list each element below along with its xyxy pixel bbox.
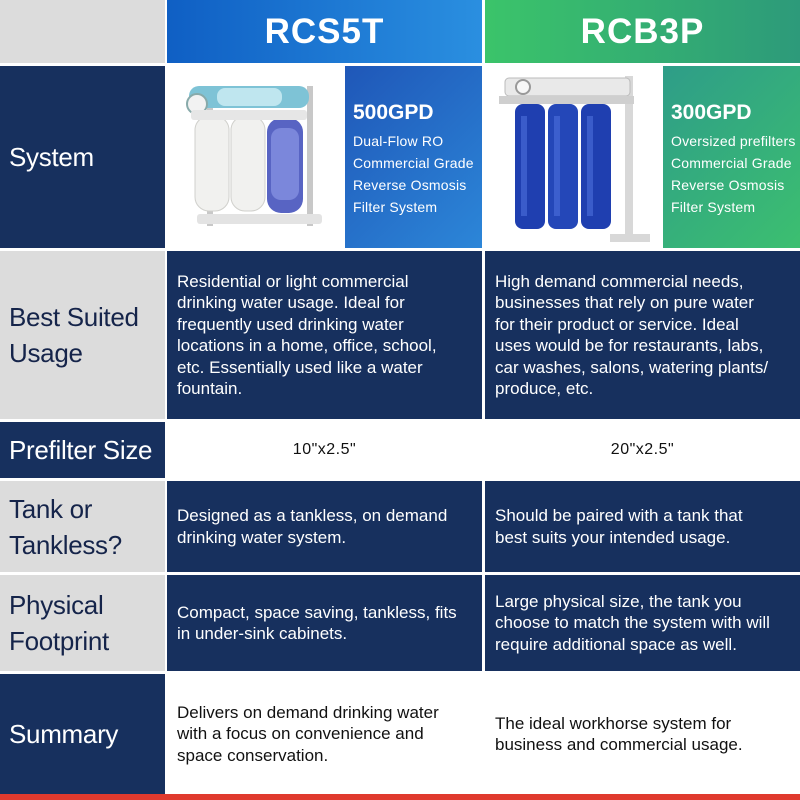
rcb3p-summary-cell (485, 674, 800, 794)
row-label-summary-text: Summary (9, 719, 119, 749)
row-label-tank-line: Tankless? (9, 529, 122, 560)
rcb3p-usage-line: uses would be for restaurants, labs, (495, 336, 764, 355)
rcs5t-footprint-cell (167, 575, 482, 671)
rcb3p-usage-line: car washes, salons, watering plants/ (495, 357, 769, 377)
rcb3p-footprint-line: require additional space as well. (495, 634, 737, 654)
header-rcs5t: RCS5T (167, 0, 482, 63)
row-label-prefilter-text: Prefilter Size (9, 435, 153, 465)
header-rcb3p: RCB3P (485, 0, 800, 63)
row-label-prefilter (0, 422, 165, 478)
bottom-accent-bar (0, 794, 800, 800)
header-corner (0, 0, 165, 63)
rcs5t-footprint-line: Compact, space saving, tankless, fits (177, 602, 457, 622)
rcs5t-spec-line: Filter System (353, 199, 438, 215)
rcs5t-summary-line: space conservation. (177, 745, 329, 765)
rcs5t-spec-line: Commercial Grade (353, 155, 474, 171)
rcs5t-summary-cell (167, 674, 482, 794)
rcs5t-photo (167, 66, 345, 248)
row-label-footprint-line: Physical (9, 590, 104, 620)
rcb3p-prefilter-size: 20"x2.5" (485, 422, 800, 478)
rcs5t-system-spec (345, 66, 482, 248)
rcb3p-footprint-line: choose to match the system with will (495, 613, 770, 633)
rcb3p-usage-cell (485, 251, 800, 419)
rcb3p-tank-line: best suits your intended usage. (495, 527, 731, 547)
rcs5t-usage-line: drinking water usage. Ideal for (177, 293, 405, 312)
rcs5t-usage-line: Residential or light commercial (177, 271, 409, 291)
ro-system-commercial-photo-icon (485, 66, 663, 248)
rcs5t-spec-line: Dual-Flow RO (353, 133, 444, 149)
rcb3p-footprint-cell (485, 575, 800, 671)
rcb3p-tank-cell (485, 481, 800, 572)
rcs5t-usage-line: frequently used drinking water (177, 314, 404, 334)
rcs5t-tank-line: drinking water system. (177, 527, 347, 547)
row-label-usage (0, 251, 165, 419)
rcb3p-system-spec (663, 66, 800, 248)
rcs5t-tank-cell (167, 481, 482, 572)
rcb3p-usage-line: for their product or service. Ideal (495, 314, 739, 334)
rcs5t-summary-line: with a focus on convenience and (177, 724, 424, 744)
rcb3p-photo (485, 66, 663, 248)
rcb3p-tank-line: Should be paired with a tank that (495, 506, 743, 525)
row-label-footprint-line: Footprint (9, 626, 109, 656)
rcs5t-usage-line: fountain. (177, 379, 243, 398)
row-label-system-text: System (9, 142, 94, 172)
rcb3p-usage-line: produce, etc. (495, 379, 594, 398)
row-label-usage-line: Best Suited (9, 302, 139, 332)
row-label-tank-line: Tank or (9, 493, 93, 524)
rcs5t-footprint-line: in under-sink cabinets. (177, 624, 348, 643)
rcb3p-summary-line: The ideal workhorse system for (495, 713, 732, 733)
rcb3p-spec-line: Filter System (671, 199, 756, 215)
rcs5t-prefilter-size: 10"x2.5" (167, 422, 482, 478)
rcs5t-usage-cell (167, 251, 482, 419)
rcb3p-usage-line: High demand commercial needs, (495, 271, 744, 291)
row-label-system (0, 66, 165, 248)
ro-system-undersink-photo-icon (167, 66, 345, 248)
row-label-summary (0, 674, 165, 794)
rcb3p-spec-line: Oversized prefilters (671, 133, 796, 149)
rcb3p-usage-line: businesses that rely on pure water (495, 293, 754, 312)
rcb3p-summary-line: business and commercial usage. (495, 735, 743, 754)
row-label-footprint (0, 575, 165, 671)
rcb3p-footprint-line: Large physical size, the tank you (495, 591, 742, 611)
rcs5t-capacity: 500GPD (353, 101, 434, 124)
rcb3p-capacity: 300GPD (671, 101, 752, 124)
rcb3p-spec-line: Reverse Osmosis (671, 177, 785, 193)
rcs5t-summary-line: Delivers on demand drinking water (177, 702, 439, 722)
rcb3p-spec-line: Commercial Grade (671, 155, 792, 171)
rcs5t-tank-line: Designed as a tankless, on demand (177, 506, 448, 525)
rcs5t-usage-line: etc. Essentially used like a water (177, 357, 423, 377)
rcs5t-usage-line: locations in a home, office, school, (177, 336, 437, 355)
row-label-tank (0, 481, 165, 572)
rcs5t-spec-line: Reverse Osmosis (353, 177, 467, 193)
row-label-usage-line: Usage (9, 338, 83, 368)
